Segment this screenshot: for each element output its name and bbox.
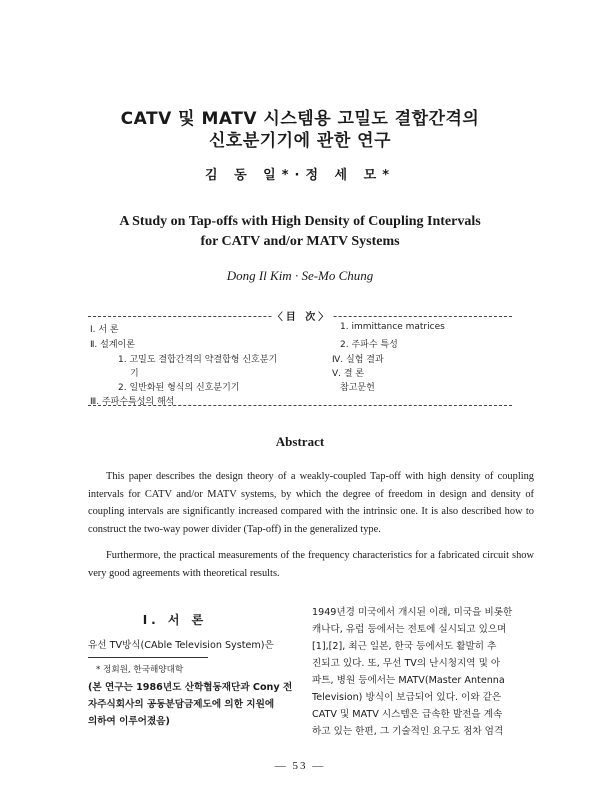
title-english-line-1: A Study on Tap-offs with High Density of Coupling Intervals xyxy=(119,214,481,229)
toc-item: 1. immittance matrices xyxy=(340,322,445,332)
body-text-left: 유선 TV방식(CAble Television System)은 xyxy=(88,640,274,651)
toc-item: 기 xyxy=(130,369,139,379)
authors-english: Dong Il Kim · Se-Mo Chung xyxy=(226,268,374,283)
footnote-rule xyxy=(88,657,208,658)
footnote-support-line: 의하여 이루어졌음) xyxy=(88,716,170,727)
body-text-line: [1],[2], 최근 일본, 한국 등에서도 활발히 추 xyxy=(312,641,497,652)
title-english-line-2: for CATV and/or MATV Systems xyxy=(200,234,400,249)
toc-item: Ⅲ. 주파수특성의 해석 xyxy=(90,397,175,407)
authors-korean: 김 동 일*·정 세 모* xyxy=(205,168,395,183)
toc-item: Ⅴ. 결 론 xyxy=(332,369,365,379)
body-text-line: Television) 방식이 보급되어 있다. 이와 같은 xyxy=(312,692,502,703)
toc-item: Ⅳ. 실험 결과 xyxy=(332,355,384,365)
body-text-line: 파트, 병원 등에서는 MATV(Master Antenna xyxy=(312,675,505,686)
body-text-line: 1949년경 미국에서 개시된 이래, 미국을 비롯한 xyxy=(312,607,513,618)
footnote-support-line: (본 연구는 1986년도 산학협동재단과 Cony 전 xyxy=(88,682,293,693)
toc-item: Ⅰ. 서 론 xyxy=(90,325,119,335)
footnote-support-line: 자주식회사의 공동분담금제도에 의한 지원에 xyxy=(88,699,275,710)
toc-item: 2. 주파수 특성 xyxy=(340,340,398,350)
abstract-heading: Abstract xyxy=(275,434,325,449)
body-text-line: 하고 있는 한편, 그 기술적인 요구도 점차 엄격 xyxy=(312,726,504,737)
body-text-line: 진되고 있다. 또, 무선 TV의 난시청지역 및 아 xyxy=(312,658,501,669)
body-text-line: 캐나다, 유럽 등에서는 전토에 실시되고 있으며 xyxy=(312,624,507,635)
page-number: — 53 — xyxy=(274,760,326,772)
toc-heading: 〈目 次〉 xyxy=(272,308,332,323)
toc-item: 1. 고밀도 결합간격의 약결합형 신호분기 xyxy=(118,355,278,365)
toc-item: Ⅱ. 설계이론 xyxy=(90,340,135,350)
title-korean-line-2: 신호분기기에 관한 연구 xyxy=(208,131,392,151)
toc-item: 2. 일반화된 형식의 신호분기기 xyxy=(118,383,240,393)
section-heading-introduction: Ⅰ. 서 론 xyxy=(142,613,208,627)
body-text-line: CATV 및 MATV 시스템은 급속한 발전을 계속 xyxy=(312,709,503,720)
footnote-affiliation: * 정회원, 한국해양대학 xyxy=(96,665,184,675)
toc-item: 참고문헌 xyxy=(340,383,375,393)
abstract-paragraph-2: Furthermore, the practical measurements of the frequency characteristics for a fabricated circuit show very good agreements with theoretical results. xyxy=(88,550,534,579)
title-korean-line-1: CATV 및 MATV 시스템용 고밀도 결합간격의 xyxy=(120,109,480,129)
abstract-paragraph-1: This paper describes the design theory of a weakly-coupled Tap-off with high density of coupling intervals for CATV and/or MATV systems, by which the degree of freedom in design and density of coupling intervals are significantly increased compared with the intrinsic one. It is also described how to construct the two-way power divider (Tap-off) in the generalized type. xyxy=(88,471,534,535)
